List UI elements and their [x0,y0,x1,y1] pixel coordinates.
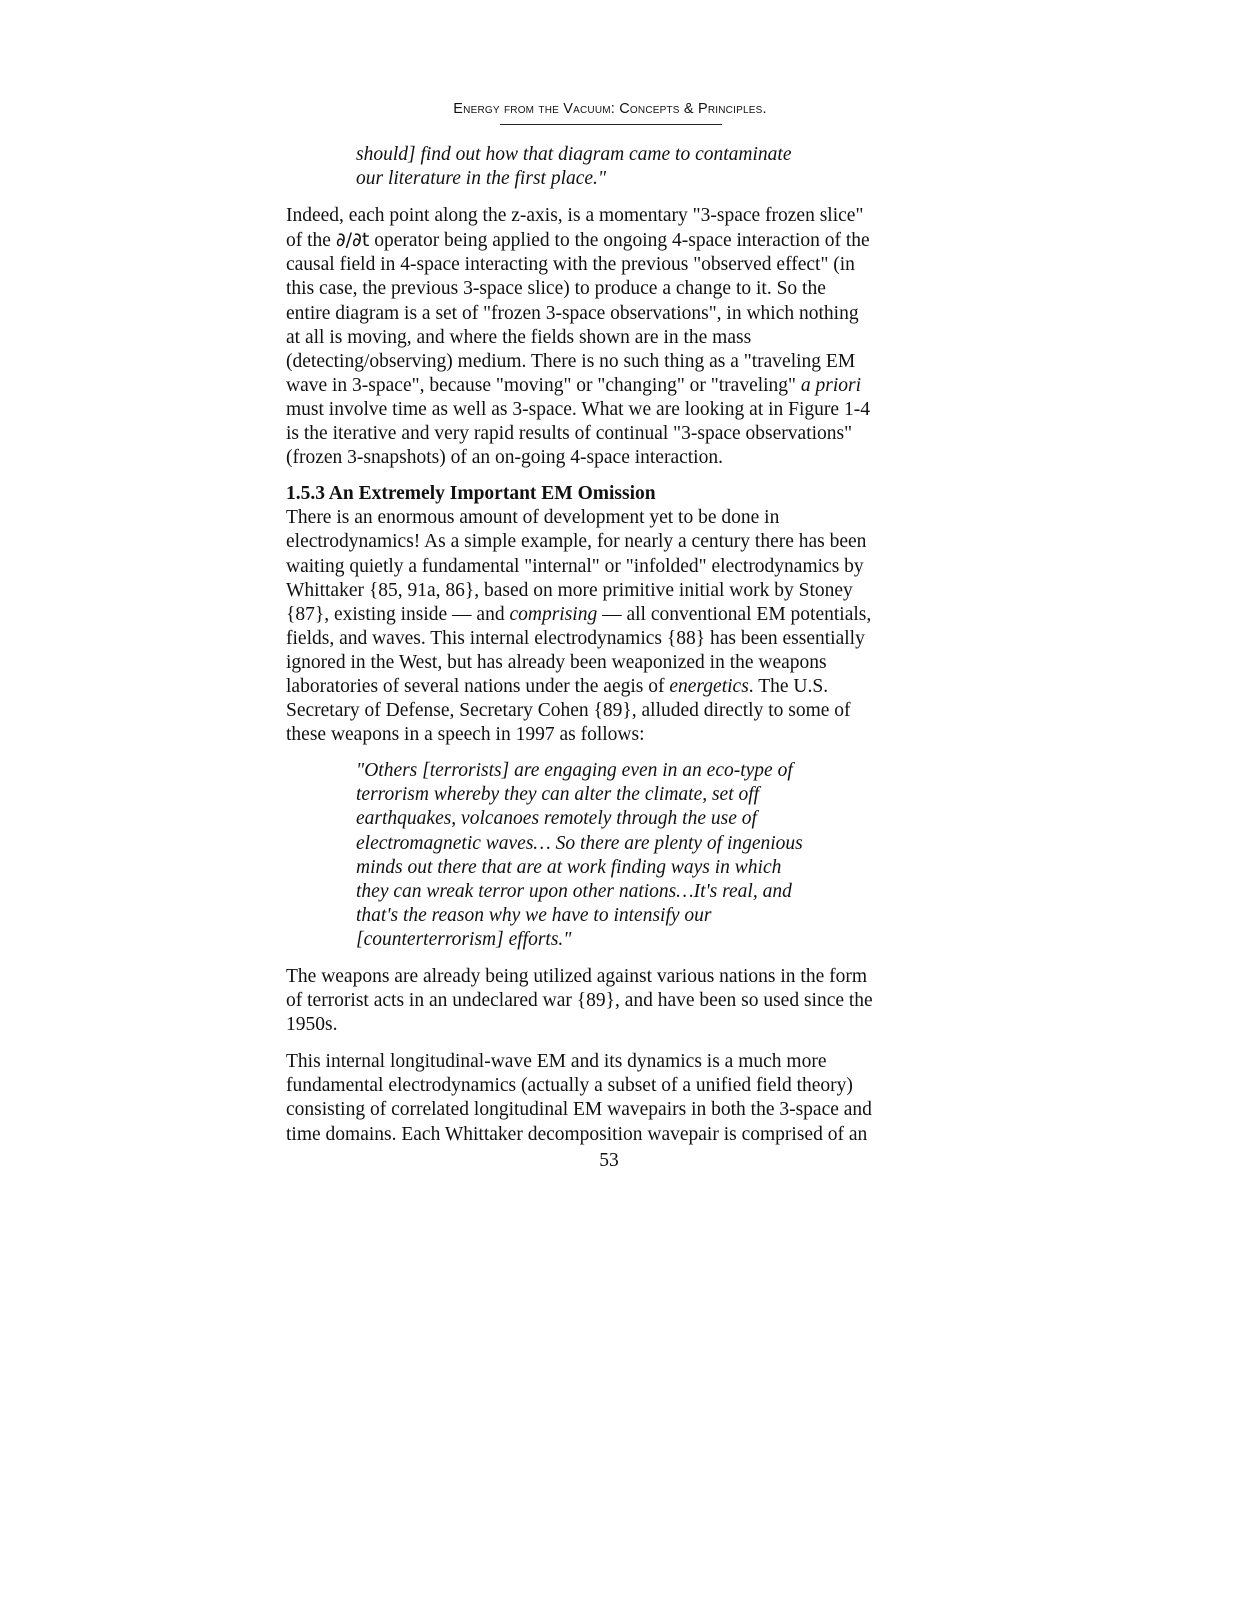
text-run: — all conventional EM potentials, [597,603,872,625]
paragraph-line: of terrorist acts in an undeclared war {89}, and have been so used since the [286,990,873,1012]
quote-line: they can wreak terror upon other nations…It's real, and [356,880,792,902]
paragraph-line [286,603,932,627]
paragraph-line: (frozen 3-snapshots) of an on-going 4-space interaction. [286,447,723,469]
paragraph-line: must involve time as well as 3-space. What we are looking at in Figure 1-4 [286,398,870,420]
paragraph-line: waiting quietly a fundamental "internal" or "infolded" electrodynamics by [286,555,864,577]
page-number: 53 [599,1150,619,1171]
paragraph-line: There is an enormous amount of development yet to be done in [286,507,780,529]
quote-line: our literature in the first place." [356,168,607,190]
quote-line: should] find out how that diagram came to contaminate [356,144,792,165]
paragraph-line: this case, the previous 3-space slice) to produce a change to it. So the [286,278,826,300]
paragraph-line: The weapons are already being utilized against various nations in the form [286,966,868,987]
quote-line: minds out there that are at work finding ways in which [356,856,782,878]
paragraph-z-axis [286,204,932,470]
italic-text: energetics [669,675,749,697]
paragraph-line [286,374,932,398]
page-body [286,143,932,1147]
paragraph-internal-electrodynamics [286,506,932,747]
italic-text: comprising [509,603,598,625]
paragraph-line: electrodynamics! As a simple example, for nearly a century there has been [286,531,867,553]
paragraph-line: 1950s. [286,1014,338,1036]
quote-line: electromagnetic waves… So there are plenty of ingenious [356,832,803,854]
quote-line: [counterterrorism] efforts." [356,928,572,950]
text-run: of the [286,230,336,252]
paragraph-line: Indeed, each point along the z-axis, is a momentary "3-space frozen slice" [286,205,864,227]
quote-line: terrorism whereby they can alter the climate, set off [356,784,760,806]
quote-line: "Others [terrorists] are engaging even in an eco-type of [356,760,793,782]
paragraph-line [286,675,932,699]
text-run: . The U.S. [748,675,829,697]
paragraph-line: at all is moving, and where the fields shown are in the mass [286,326,752,348]
paragraph-line: Whittaker {85, 91a, 86}, based on more primitive initial work by Stoney [286,579,853,601]
paragraph-line: is the iterative and very rapid results of continual "3-space observations" [286,423,853,445]
running-header: Energy from the Vacuum: Concepts & Principles. [453,101,767,117]
paragraph-line: consisting of correlated longitudinal EM wavepairs in both the 3-space and [286,1099,872,1121]
text-run: operator being applied to the ongoing 4-space interaction of the [369,230,870,252]
paragraph-line: This internal longitudinal-wave EM and its dynamics is a much more [286,1051,827,1073]
paragraph-line: entire diagram is a set of "frozen 3-space observations", in which nothing [286,302,859,324]
italic-text: a priori [800,374,862,396]
paragraph-line: fundamental electrodynamics (actually a subset of a unified field theory) [286,1075,853,1097]
block-quote-cohen [356,759,932,952]
paragraph-line: ignored in the West, but has already been weaponized in the weapons [286,651,827,673]
paragraph-line: Secretary of Defense, Secretary Cohen {89}, alluded directly to some of [286,700,851,722]
header-rule [500,124,722,125]
block-quote-diagram [356,143,932,191]
section-heading: 1.5.3 An Extremely Important EM Omission [286,483,656,505]
partial-derivative-operator-symbol: ∂/∂t [335,229,370,252]
text-run: {87}, existing inside — and [286,603,510,625]
paragraph-weapons-utilized [286,965,932,1037]
paragraph-line [286,228,932,253]
paragraph-line: causal field in 4-space interacting with the previous "observed effect" (in [286,254,855,276]
paragraph-line: time domains. Each Whittaker decomposition wavepair is comprised of an [286,1123,868,1145]
text-run: laboratories of several nations under the aegis of [286,675,670,697]
text-run: wave in 3-space", because "moving" or "changing" or "traveling" [286,374,801,396]
paragraph-line: these weapons in a speech in 1997 as follows: [286,724,645,746]
paragraph-longitudinal-wave [286,1050,932,1146]
quote-line: that's the reason why we have to intensify our [356,904,712,926]
quote-line: earthquakes, volcanoes remotely through the use of [356,808,757,830]
paragraph-line: fields, and waves. This internal electrodynamics {88} has been essentially [286,627,865,649]
paragraph-line: (detecting/observing) medium. There is no such thing as a "traveling EM [286,350,856,372]
